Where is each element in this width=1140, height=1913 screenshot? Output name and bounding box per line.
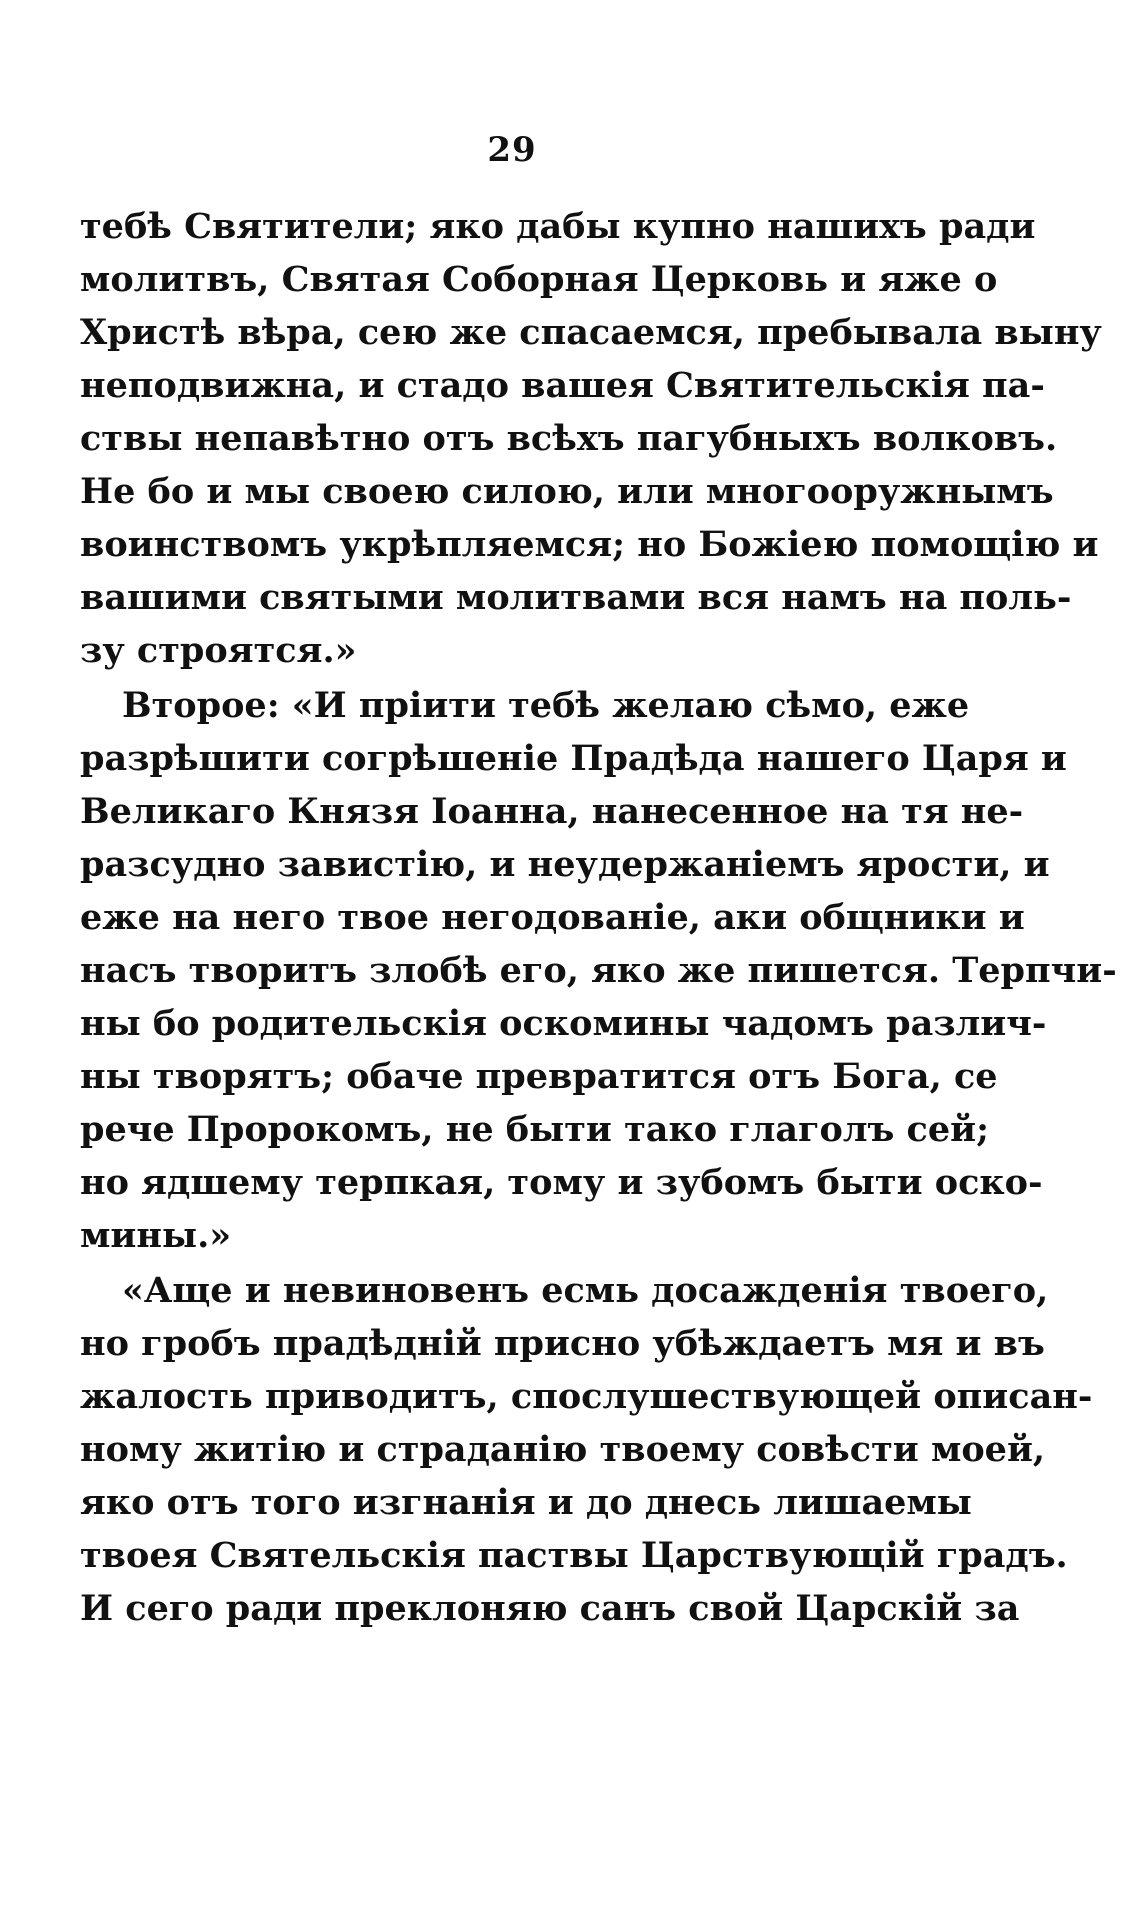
- text-line: «Аще и невиновенъ есмь досажденія твоего,: [122, 1270, 1049, 1311]
- text-line: тебѣ Святители; яко дабы купно нашихъ ради: [80, 206, 1036, 247]
- text-line: Христѣ вѣра, сею же спасаемся, пребывала выну: [80, 312, 1102, 353]
- paragraph-3: [80, 1264, 1093, 1635]
- text-line: разрѣшити согрѣшеніе Прадѣда нашего Царя и: [80, 738, 1067, 779]
- text-line: мины.»: [80, 1215, 232, 1256]
- text-line: Не бо и мы своею силою, или многооружнымъ: [80, 471, 1054, 512]
- text-line: но гробъ прадѣдній присно убѣждаетъ мя и въ: [80, 1323, 1045, 1364]
- text-line: но ядшему терпкая, тому и зубомъ быти оско-: [80, 1162, 1043, 1203]
- body-text: [80, 200, 1117, 1635]
- text-line: воинствомъ укрѣпляемся; но Божіею помощію и: [80, 524, 1099, 565]
- text-line: ны творятъ; обаче превратится отъ Бога, се: [80, 1056, 998, 1097]
- text-line: неподвижна, и стадо вашея Святительскія па-: [80, 365, 1045, 406]
- text-line: жалость приводитъ, спослушествующей описан-: [80, 1376, 1093, 1417]
- text-line: Второе: «И пріити тебѣ желаю сѣмо, еже: [122, 685, 970, 726]
- text-line: молитвъ, Святая Соборная Церковь и яже о: [80, 259, 998, 300]
- text-line: ны бо родительскія оскомины чадомъ различ-: [80, 1003, 1047, 1044]
- text-line: еже на него твое негодованіе, аки общники и: [80, 897, 1025, 938]
- text-line: яко отъ того изгнанія и до днесь лишаемы: [80, 1482, 972, 1523]
- text-line: зу строятся.»: [80, 630, 357, 671]
- text-line: Великаго Князя Іоанна, нанесенное на тя не-: [80, 791, 1024, 832]
- text-line: насъ творитъ злобѣ его, яко же пишется. Терпчи-: [80, 950, 1117, 991]
- text-line: ствы непавѣтно отъ всѣхъ пагубныхъ волковъ.: [80, 418, 1058, 459]
- page-number: 29: [487, 130, 537, 170]
- text-line: твоея Святельскія паствы Царствующій градъ.: [80, 1535, 1068, 1576]
- text-line: вашими святыми молитвами вся намъ на поль-: [80, 577, 1072, 618]
- text-line: ному житію и страданію твоему совѣсти моей,: [80, 1429, 1046, 1470]
- text-line: разсудно завистію, и неудержаніемъ ярости, и: [80, 844, 1050, 885]
- paragraph-2: [80, 679, 1117, 1262]
- paragraph-1: [80, 200, 1102, 677]
- text-line: рече Пророкомъ, не быти тако глаголъ сей;: [80, 1109, 990, 1150]
- text-line: И сего ради преклоняю санъ свой Царскій за: [80, 1588, 1020, 1629]
